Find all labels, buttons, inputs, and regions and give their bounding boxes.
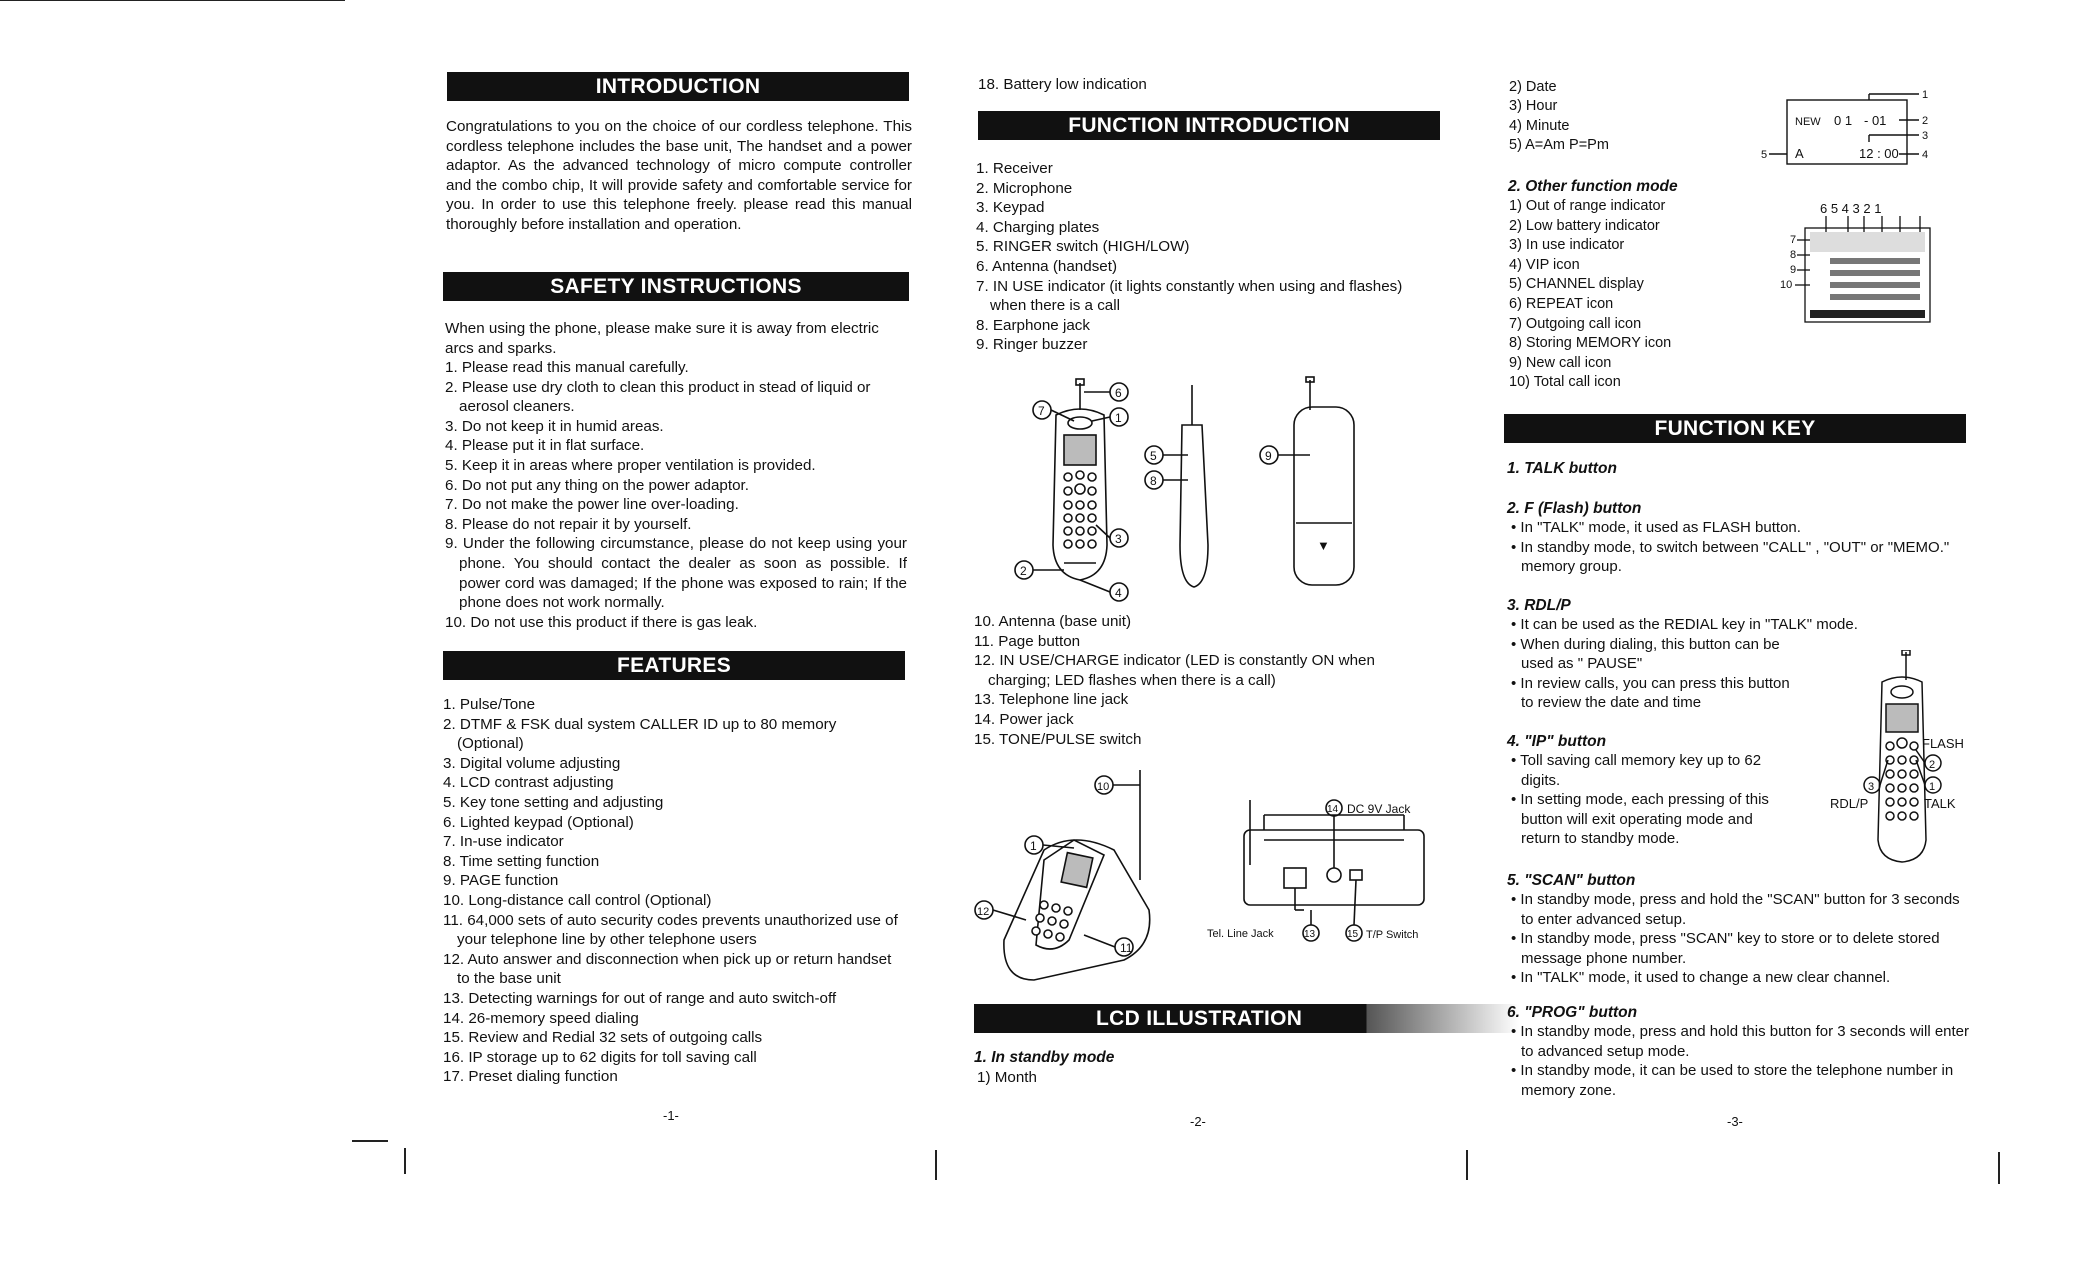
list-item: 2. DTMF & FSK dual system CALLER ID up to 80 memory (Optional)	[443, 715, 837, 753]
svg-text:1: 1	[1929, 781, 1936, 793]
lcd-new-text: NEW	[1795, 116, 1821, 128]
list-item: • In review calls, you can press this button to review the date and time	[1507, 674, 1792, 713]
list-item: 3. Do not keep it in humid areas.	[445, 417, 664, 435]
handset-parts-list	[976, 159, 1442, 355]
svg-text:4: 4	[1922, 149, 1929, 161]
list-item: • When during dialing, this button can be used as " PAUSE"	[1507, 635, 1792, 674]
fold-mark-1	[404, 1148, 406, 1174]
list-item: 1. Pulse/Tone	[443, 696, 536, 713]
list-item: 5) CHANNEL display	[1509, 276, 1644, 293]
list-item: 8. Please do not repair it by yourself.	[445, 515, 692, 533]
flash-button-list	[1507, 518, 1969, 577]
svg-text:5: 5	[1761, 149, 1768, 161]
function-key-handset	[1794, 650, 1969, 870]
list-item: 16. IP storage up to 62 digits for toll saving call	[443, 1048, 757, 1066]
svg-text:15: 15	[1347, 929, 1359, 940]
other-mode-title: 2. Other function mode	[1508, 178, 1678, 195]
features-list	[443, 695, 905, 1087]
list-item: 4. Please put it in flat surface.	[445, 437, 645, 455]
list-item: 11. Page button	[974, 632, 1081, 650]
list-item: 10. Antenna (base unit)	[974, 613, 1132, 630]
list-item: 9. PAGE function	[443, 872, 559, 890]
list-item: 6) REPEAT icon	[1509, 295, 1614, 312]
tp-switch-label: T/P Switch	[1366, 929, 1419, 941]
svg-text:2: 2	[1929, 759, 1936, 771]
scan-button-title: 5. "SCAN" button	[1507, 872, 1636, 889]
list-item: 4. LCD contrast adjusting	[443, 774, 614, 792]
standby-lcd-diagram	[1759, 80, 1929, 170]
function-intro-heading: FUNCTION INTRODUCTION	[978, 111, 1440, 140]
icon-lcd-diagram	[1760, 200, 1940, 330]
lcd-month-text: 0 1	[1834, 113, 1853, 128]
flash-label: FLASH	[1922, 736, 1964, 751]
svg-text:8: 8	[1150, 474, 1157, 488]
safety-list	[445, 358, 907, 632]
list-item: 6. Do not put any thing on the power adaptor.	[445, 476, 749, 494]
dc-jack-label: DC 9V Jack	[1347, 802, 1411, 816]
list-item: 9) New call icon	[1509, 354, 1612, 371]
rdlp-button-title: 3. RDL/P	[1507, 597, 1571, 614]
svg-text:2: 2	[1020, 564, 1027, 578]
page-number-3: -3-	[1727, 1114, 1743, 1129]
top-left-rule	[0, 0, 345, 1]
list-item: 5. Key tone setting and adjusting	[443, 793, 664, 811]
page-number-2: -2-	[1190, 1114, 1206, 1129]
svg-text:5: 5	[1150, 449, 1157, 463]
list-item: 4) Minute	[1509, 117, 1570, 134]
bottom-left-mark	[352, 1140, 388, 1142]
safety-heading: SAFETY INSTRUCTIONS	[443, 272, 909, 301]
list-item: 3. Digital volume adjusting	[443, 754, 621, 772]
standby-items	[1509, 78, 1609, 156]
lcd-ampm-text: A	[1795, 146, 1804, 161]
tel-line-jack-label: Tel. Line Jack	[1207, 928, 1274, 940]
lcd-time-text: 12 : 00	[1859, 146, 1899, 161]
base-parts-list	[974, 612, 1440, 749]
prog-button-title: 6. "PROG" button	[1507, 1004, 1638, 1021]
list-item: 11. 64,000 sets of auto security codes prevents unauthorized use of your telephone line by other telephone users	[443, 911, 898, 949]
svg-text:7: 7	[1790, 234, 1797, 246]
other-mode-items	[1509, 197, 1671, 393]
list-item: 8. Earphone jack	[976, 316, 1090, 334]
list-item: • In "TALK" mode, it used as FLASH button.	[1507, 518, 1969, 538]
list-item: • In setting mode, each pressing of this button will exit operating mode and return to standby mode.	[1507, 790, 1792, 849]
list-item: • Toll saving call memory key up to 62 digits.	[1507, 751, 1792, 790]
fold-mark-2	[935, 1150, 937, 1180]
svg-text:3: 3	[1868, 781, 1875, 793]
svg-text:3: 3	[1922, 130, 1929, 142]
svg-text:8: 8	[1790, 249, 1797, 261]
rdlp-button-list	[1507, 615, 1858, 713]
list-item: 7. In-use indicator	[443, 833, 564, 851]
svg-text:3: 3	[1115, 532, 1122, 546]
list-item: 10. Do not use this product if there is gas leak.	[445, 613, 758, 631]
list-item: • In standby mode, press and hold the "SCAN" button for 3 seconds to enter advanced setup.	[1507, 890, 1969, 929]
list-item: 14. 26-memory speed dialing	[443, 1009, 639, 1027]
list-item: 7. IN USE indicator (it lights constantly when using and flashes) when there is a call	[976, 277, 1403, 315]
list-item: 2. Please use dry cloth to clean this product in stead of liquid or aerosol cleaners.	[445, 378, 871, 416]
list-item: 8) Storing MEMORY icon	[1509, 335, 1672, 352]
list-item: 6. Lighted keypad (Optional)	[443, 813, 634, 831]
standby-mode-title: 1. In standby mode	[974, 1049, 1115, 1066]
list-item: 1. Please read this manual carefully.	[445, 359, 689, 376]
icon-numbers: 6 5 4 3 2 1	[1820, 201, 1882, 216]
list-item: 17. Preset dialing function	[443, 1068, 618, 1086]
list-item: 13. Detecting warnings for out of range and auto switch-off	[443, 989, 837, 1007]
svg-text:9: 9	[1790, 264, 1797, 276]
list-item: 7) Outgoing call icon	[1509, 315, 1642, 332]
safety-intro: When using the phone, please make sure it is away from electric arcs and sparks.	[445, 320, 879, 357]
list-item: 1) Out of range indicator	[1509, 198, 1666, 214]
standby-month-item: 1) Month	[977, 1069, 1037, 1086]
list-item: 4) VIP icon	[1509, 256, 1580, 273]
scan-button-list	[1507, 890, 1969, 988]
list-item: 2) Date	[1509, 79, 1557, 95]
svg-text:9: 9	[1265, 449, 1272, 463]
function-key-heading: FUNCTION KEY	[1504, 414, 1966, 443]
list-item: 9. Under the following circumstance, please do not keep using your phone. You should contact the dealer as soon as possible. If power cord was damaged; If the phone was exposed to rain; If the phone does not work normally.	[445, 535, 907, 612]
svg-text:1: 1	[1115, 411, 1122, 425]
introduction-heading: INTRODUCTION	[447, 72, 909, 101]
list-item: • In standby mode, it can be used to store the telephone number in memory zone.	[1507, 1061, 1969, 1100]
list-item: • In "TALK" mode, it used to change a new clear channel.	[1507, 968, 1969, 988]
list-item: • In standby mode, to switch between "CALL" , "OUT" or "MEMO." memory group.	[1507, 538, 1969, 577]
list-item: • It can be used as the REDIAL key in "TALK" mode.	[1507, 615, 1792, 635]
list-item: 3) In use indicator	[1509, 237, 1625, 254]
list-item: • In standby mode, press and hold this button for 3 seconds will enter to advanced setup mode.	[1507, 1022, 1969, 1061]
list-item: 5) A=Am P=Pm	[1509, 137, 1609, 154]
list-item: 12. IN USE/CHARGE indicator (LED is constantly ON when charging; LED flashes when there is a call)	[974, 652, 1375, 689]
lcd-illustration-heading: LCD ILLUSTRATION	[974, 1004, 1519, 1033]
list-item: 14. Power jack	[974, 710, 1074, 728]
list-item: 15. Review and Redial 32 sets of outgoing calls	[443, 1029, 763, 1047]
list-item: 15. TONE/PULSE switch	[974, 730, 1142, 748]
list-item: 3) Hour	[1509, 98, 1558, 115]
svg-text:12: 12	[977, 906, 990, 918]
rdlp-label: RDL/P	[1830, 796, 1869, 811]
list-item: 5. Keep it in areas where proper ventilation is provided.	[445, 456, 816, 474]
list-item: 2. Microphone	[976, 179, 1073, 197]
features-heading: FEATURES	[443, 651, 905, 680]
svg-text:10: 10	[1097, 781, 1110, 793]
list-item: • In standby mode, press "SCAN" key to store or to delete stored message phone number.	[1507, 929, 1969, 968]
talk-label: TALK	[1924, 796, 1956, 811]
list-item: 2) Low battery indicator	[1509, 217, 1660, 234]
svg-text:▼: ▼	[1317, 538, 1330, 553]
list-item: 9. Ringer buzzer	[976, 336, 1088, 354]
list-item: 1. Receiver	[976, 160, 1053, 177]
base-unit-diagram	[974, 760, 1434, 1000]
svg-text:1: 1	[1030, 839, 1037, 853]
svg-text:1: 1	[1922, 89, 1929, 101]
fold-mark-3	[1466, 1150, 1468, 1180]
list-item: 4. Charging plates	[976, 218, 1100, 236]
introduction-text: Congratulations to you on the choice of our cordless telephone. This cordless telephone includes the base unit, The handset and a power adaptor. As the advanced technology of micro compute controller and the combo chip, It will provide safety and comfortable service for you. In order to use this telephone freely. please read this manual thoroughly before installation and operation.	[446, 118, 912, 233]
prog-button-list	[1507, 1022, 1969, 1100]
handset-diagram	[1004, 375, 1424, 605]
page-number-1: -1-	[663, 1108, 679, 1123]
fold-mark-4	[1998, 1152, 2000, 1184]
list-item: 5. RINGER switch (HIGH/LOW)	[976, 238, 1190, 256]
svg-text:4: 4	[1115, 586, 1122, 600]
svg-text:2: 2	[1922, 115, 1929, 127]
list-item: 12. Auto answer and disconnection when pick up or return handset to the base unit	[443, 950, 892, 988]
list-item: 13. Telephone line jack	[974, 691, 1129, 709]
talk-button-title: 1. TALK button	[1507, 460, 1617, 477]
lcd-date-text: - 01	[1864, 113, 1887, 128]
list-item: 7. Do not make the power line over-loading.	[445, 496, 739, 514]
list-item: 3. Keypad	[976, 199, 1045, 217]
svg-text:11: 11	[1120, 941, 1133, 955]
list-item: 6. Antenna (handset)	[976, 257, 1118, 275]
svg-text:6: 6	[1115, 386, 1122, 400]
ip-button-title: 4. "IP" button	[1507, 733, 1607, 750]
svg-text:14: 14	[1327, 804, 1339, 815]
list-item: 10. Long-distance call control (Optional)	[443, 891, 712, 909]
list-item: 8. Time setting function	[443, 852, 600, 870]
svg-text:10: 10	[1780, 279, 1793, 291]
ip-button-list	[1507, 751, 1792, 849]
battery-low-item: 18. Battery low indication	[978, 76, 1147, 93]
list-item: 10) Total call icon	[1509, 374, 1621, 391]
svg-text:7: 7	[1038, 404, 1045, 418]
svg-text:13: 13	[1304, 929, 1316, 940]
flash-button-title: 2. F (Flash) button	[1507, 500, 1642, 517]
